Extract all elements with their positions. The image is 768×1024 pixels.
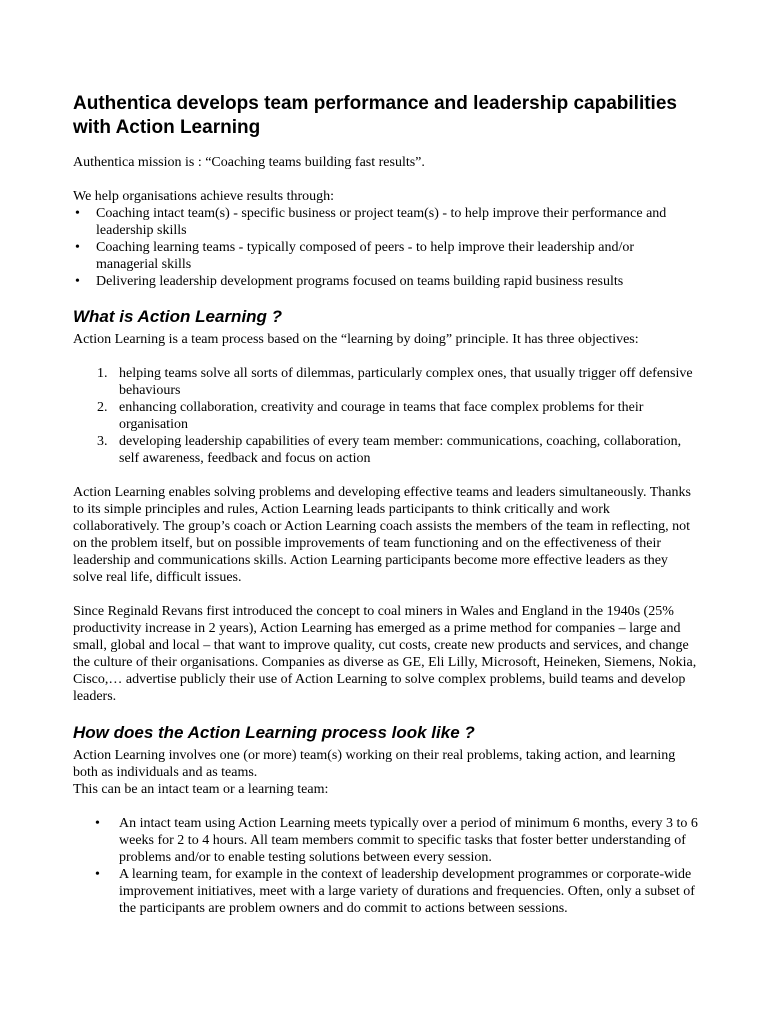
section1-intro: Action Learning is a team process based on the “learning by doing” principle. It has three objectives: <box>73 332 639 347</box>
list-item: 2. enhancing collaboration, creativity and courage in teams that face complex problems for their organisation <box>97 400 644 432</box>
help-intro: We help organisations achieve results through: <box>73 189 335 204</box>
document-page <box>73 92 698 917</box>
list-item: 1. helping teams solve all sorts of dilemmas, particularly complex ones, that usually trigger off defensive behaviours <box>97 366 693 398</box>
section-heading-process: How does the Action Learning process look like ? <box>73 723 475 742</box>
bullet-icon: • <box>95 867 100 882</box>
section2-intro: Action Learning involves one (or more) team(s) working on their real problems, taking action, and learning both as individuals and as teams. <box>73 748 676 780</box>
section1-paragraph-1: Action Learning enables solving problems and developing effective teams and leaders simultaneously. Thanks to its simple principles and rules, Action Learning leads participants to think critically and work collaboratively. The group’s coach or Action Learning coach assists the members of the team in reflecting, not on the problem itself, but on possible improvements of team functioning and on the effectiveness of their leadership and communications skills. Action Learning participants become more effective leaders as they solve real life, difficult issues. <box>73 485 691 585</box>
section1-paragraph-2: Since Reginald Revans first introduced the concept to coal miners in Wales and England in the 1940s (25% productivity increase in 2 years), Action Learning has emerged as a prime method for companies – large and small, global and local – that want to improve quality, cut costs, create new products and services, and change the culture of their organisations. Companies as diverse as GE, Eli Lilly, Microsoft, Heineken, Siemens, Nokia, Cisco,… advertise publicly their use of Action Learning to solve complex problems, build teams and develop leaders. <box>73 604 697 704</box>
bullet-icon: • <box>75 206 80 221</box>
help-list <box>73 205 698 290</box>
section-heading-what-is: What is Action Learning ? <box>73 307 283 326</box>
list-item: • Delivering leadership development programs focused on teams building rapid business results <box>75 274 624 289</box>
bullet-icon: • <box>95 816 100 831</box>
list-item: • Coaching intact team(s) - specific business or project team(s) - to help improve their performance and leadership skills <box>75 206 667 238</box>
bullet-icon: • <box>75 274 80 289</box>
bullet-icon: • <box>75 240 80 255</box>
objectives-list <box>73 365 698 467</box>
team-types-list <box>73 815 698 917</box>
mission-statement: Authentica mission is : “Coaching teams building fast results”. <box>73 155 425 170</box>
section2-intro-2: This can be an intact team or a learning team: <box>73 782 329 797</box>
list-item: 3. developing leadership capabilities of every team member: communications, coaching, collaboration, self awareness, feedback and focus on action <box>97 434 682 466</box>
page-title: Authentica develops team performance and leadership capabilities with Action Learning <box>73 93 677 138</box>
list-item: • A learning team, for example in the context of leadership development programmes or corporate-wide improvement initiatives, meet with a large variety of durations and frequencies. Often, only a subset of the participants are problem owners and do commit to actions between sessions. <box>95 867 695 916</box>
list-item: • An intact team using Action Learning meets typically over a period of minimum 6 months, every 3 to 6 weeks for 2 to 4 hours. All team members commit to specific tasks that foster better understanding of problems and/or to enable testing solutions between every session. <box>95 816 698 865</box>
list-item: • Coaching learning teams - typically composed of peers - to help improve their leadership and/or managerial skills <box>75 240 635 272</box>
